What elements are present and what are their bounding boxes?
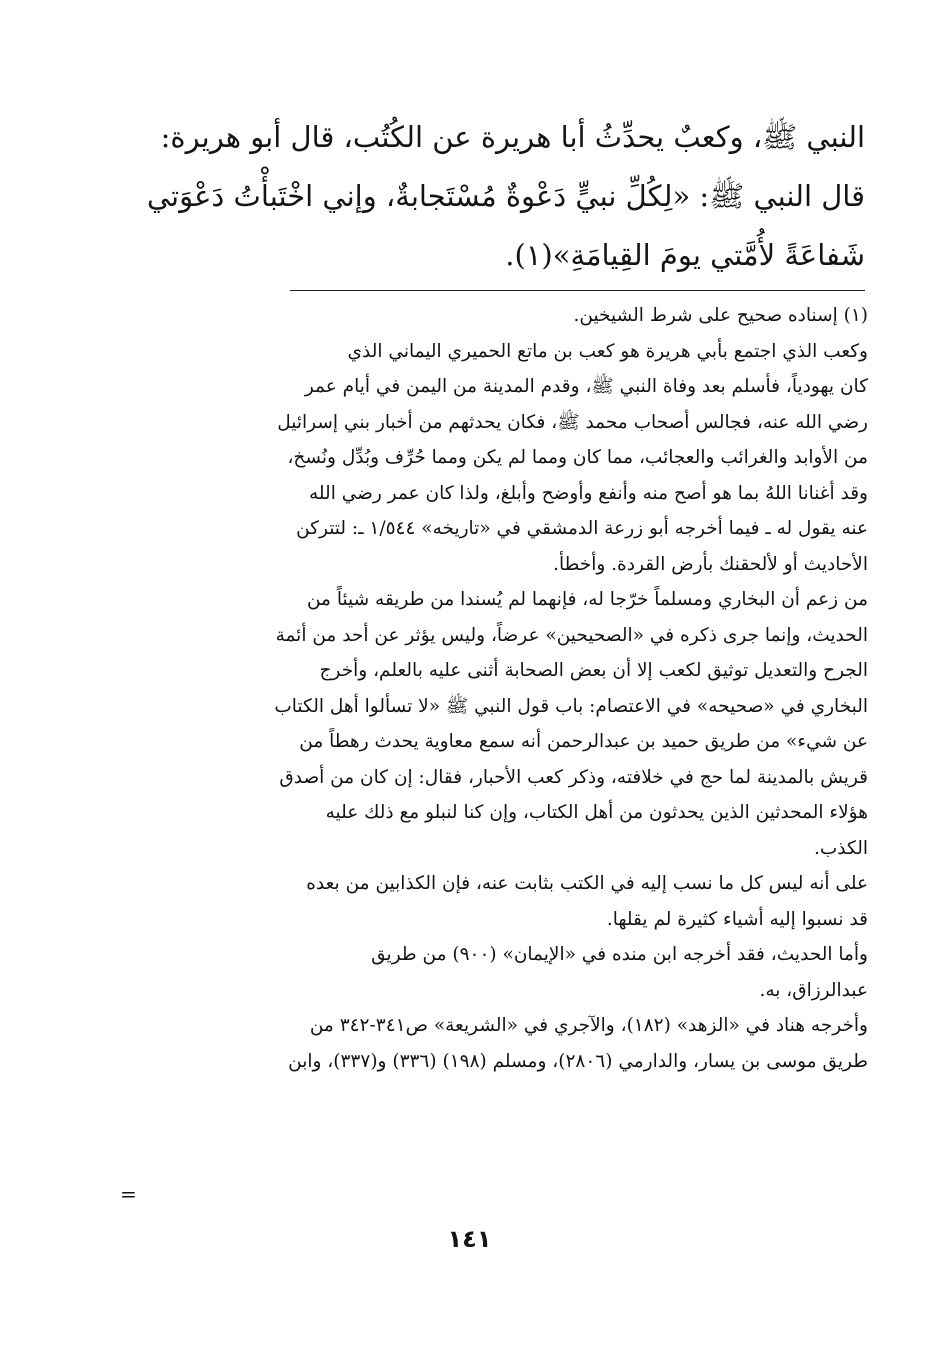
footnote-divider	[290, 290, 865, 291]
footnote-line: الحديث، وإنما جرى ذكره في «الصحيحين» عرضاً، وليس يؤثر عن أحد من أئمة	[275, 624, 868, 646]
footnote-paragraph	[150, 937, 868, 1008]
footnote-paragraph	[150, 298, 868, 334]
footnote-line: من الأوابد والغرائب والعجائب، مما كان ومما لم يكن ومما حُرِّف وبُدِّل ونُسخ،	[287, 447, 868, 468]
footnotes-block	[150, 298, 868, 1079]
footnote-line: البخاري في «صحيحه» في الاعتصام: باب قول النبي ﷺ «لا تسألوا أهل الكتاب	[274, 695, 868, 717]
footnote-line: وأخرجه هناد في «الزهد» (١٨٢)، والآجري في «الشريعة» ص٣٤١-٣٤٢ من	[309, 1015, 868, 1036]
footnote-line: وكعب الذي اجتمع بأبي هريرة هو كعب بن ماتع الحميري اليماني الذي	[347, 340, 868, 362]
footnote-line: على أنه ليس كل ما نسب إليه في الكتب بثابت عنه، فإن الكذابين من بعده	[306, 873, 868, 894]
footnote-paragraph	[150, 866, 868, 937]
footnote-line: عنه يقول له ـ فيما أخرجه أبو زرعة الدمشقي في «تاريخه» ١/٥٤٤ ـ: لتتركن	[296, 518, 868, 539]
footnote-paragraph	[150, 1008, 868, 1079]
footnote-line: رضي الله عنه، فجالس أصحاب محمد ﷺ، فكان يحدثهم من أخبار بني إسرائيل	[277, 411, 868, 433]
footnote-line: عبدالرزاق، به.	[759, 979, 868, 1001]
footnote-line: الجرح والتعديل توثيق لكعب إلا أن بعض الصحابة أثنى عليه بالعلم، وأخرج	[319, 660, 868, 681]
continuation-mark: =	[120, 1182, 137, 1206]
footnote-line: عن شيء» من طريق حميد بن عبدالرحمن أنه سمع معاوية يحدث رهطاً من	[299, 731, 868, 752]
main-text-line: قال النبي ﷺ: «لِكُلِّ نبيٍّ دَعْوةٌ مُسْتَجابةٌ، وإني اخْتَبأْتُ دَعْوَتي	[146, 179, 865, 213]
footnote-paragraph	[150, 582, 868, 866]
footnote-paragraph	[150, 334, 868, 583]
footnote-line: الأحاديث أو لألحقنك بأرض القردة. وأخطأ.	[553, 553, 868, 575]
footnote-line: وقد أغنانا اللهُ بما هو أصح منه وأنفع وأوضح وأبلغ، ولذا كان عمر رضي الله	[309, 482, 868, 504]
footnote-line: هؤلاء المحدثين الذين يحدثون من أهل الكتاب، وإن كنا لنبلو مع ذلك عليه	[325, 802, 868, 823]
page-number: ١٤١	[447, 1225, 492, 1253]
footnote-line: قد نسبوا إليه أشياء كثيرة لم يقلها.	[606, 908, 868, 930]
main-text-line: النبي ﷺ، وكعبٌ يحدِّثُ أبا هريرة عن الكُتُب، قال أبو هريرة:	[160, 120, 865, 154]
footnote-line: طريق موسى بن يسار، والدارمي (٢٨٠٦)، ومسلم (١٩٨) (٣٣٦) و(٣٣٧)، وابن	[288, 1050, 868, 1072]
footnote-line: وأما الحديث، فقد أخرجه ابن منده في «الإيمان» (٩٠٠) من طريق	[371, 944, 868, 965]
main-text-line: شَفاعَةً لأُمَّتي يومَ القِيامَةِ»(١).	[505, 238, 865, 272]
footnote-line: (١) إسناده صحيح على شرط الشيخين.	[573, 305, 868, 326]
main-text-block	[146, 108, 865, 285]
footnote-line: كان يهودياً، فأسلم بعد وفاة النبي ﷺ، وقدم المدينة من اليمن في أيام عمر	[304, 376, 868, 397]
footnote-line: من زعم أن البخاري ومسلماً خرّجا له، فإنهما لم يُسندا من طريقه شيئاً من	[306, 589, 868, 610]
footnote-line: الكذب.	[813, 837, 868, 859]
footnote-line: قريش بالمدينة لما حج في خلافته، وذكر كعب الأحبار، فقال: إن كان من أصدق	[279, 766, 868, 788]
